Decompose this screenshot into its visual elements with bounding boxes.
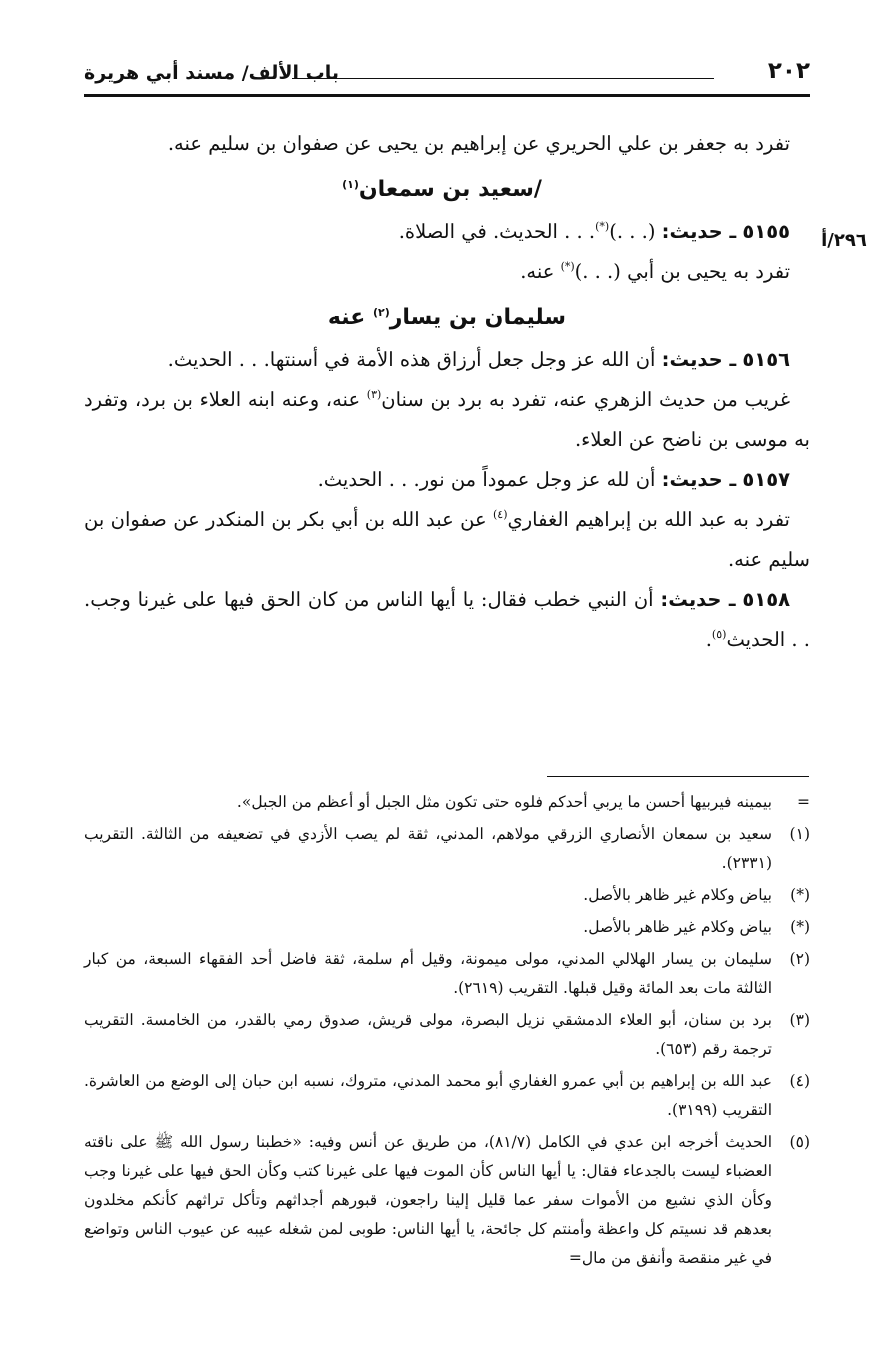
footnote-mark: (٢) <box>789 950 810 968</box>
footnote-star-2 <box>84 913 810 942</box>
main-text <box>84 124 810 660</box>
footnote-ref-4[interactable]: (٤) <box>492 508 508 521</box>
footnote-2 <box>84 945 810 1003</box>
hadith-number: ٥١٥٨ <box>742 588 790 611</box>
footnote-mark: (٤) <box>789 1072 810 1090</box>
hadith-label: ـ حديث: <box>661 348 737 371</box>
manuscript-folio-ref: ٢٩٦/أ <box>821 230 867 251</box>
running-header <box>84 58 810 92</box>
header-title: باب الألف/ مسند أبي هريرة <box>84 62 340 84</box>
hadith-label: ـ حديث: <box>661 468 737 491</box>
paragraph-tafarrud-2: تفرد به يحيى بن أبي (. . .)(*) عنه. <box>520 260 790 283</box>
footnote-continuation <box>84 788 810 817</box>
footnote-text: برد بن سنان، أبو العلاء الدمشقي نزيل البصرة، مولى قريش، صدوق رمي بالقدر، من الخامسة. التقريب ترجمة رقم (٦٥٣). <box>84 1011 772 1058</box>
hadith-entry-5158: ٥١٥٨ ـ حديث: أن النبي خطب فقال: يا أيها الناس من كان الحق فيها على غيرنا وجب. . . الحديث$^{(٥)}$. <box>84 588 810 651</box>
footnote-separator <box>547 776 809 777</box>
footnotes <box>84 788 810 1276</box>
footnote-5 <box>84 1128 810 1273</box>
footnote-mark: (*) <box>790 886 810 904</box>
footnote-mark: (٥) <box>789 1133 810 1151</box>
footnote-mark: (*) <box>790 918 810 936</box>
header-rule <box>84 94 810 97</box>
hadith-entry-5157: ٥١٥٧ ـ حديث: أن لله عز وجل عموداً من نور. . . الحديث. <box>317 468 790 491</box>
hadith-entry-5156: ٥١٥٦ ـ حديث: أن الله عز وجل جعل أرزاق هذه الأمة في أسنتها. . . الحديث. <box>167 348 790 371</box>
hadith-number: ٥١٥٥ <box>742 220 790 243</box>
footnote-ref-star[interactable]: (*) <box>595 220 610 233</box>
footnote-mark: (٣) <box>789 1011 810 1029</box>
footnote-ref-5[interactable]: (٥) <box>711 628 727 641</box>
footnote-text: سعيد بن سمعان الأنصاري الزرقي مولاهم، المدني، ثقة لم يصب الأزدي في تضعيفه من الثالثة. التقريب (٢٣٣١). <box>84 825 772 872</box>
footnote-ref-2[interactable]: (٢) <box>372 306 390 319</box>
footnote-text: الحديث أخرجه ابن عدي في الكامل (٨١/٧)، من طريق عن أنس وفيه: «خطبنا رسول الله ﷺ على ناقته العضباء ليست بالجدعاء فقال: يا أيها الناس كأن الموت فيها على غيرنا كتب وكأن الحق فيها على غيرنا وجب وكأن الذي نشيع من الأموات سفر عما قليل إلينا راجعون، قبورهم أجداثهم وتأكل تراثهم كأنكم مخلدون بعدهم قد نسيتم كل واعظة وأمنتم كل جائحة، يا أيها الناس: طوبى لمن شغله عيبه عن عيوب الناس وتواضع في غير منقصة وأنفق من مال= <box>84 1133 772 1267</box>
hadith-label: ـ حديث: <box>661 220 737 243</box>
footnote-text: بيمينه فيربيها أحسن ما يربي أحدكم فلوه حتى تكون مثل الجبل أو أعظم من الجبل». <box>236 793 772 811</box>
paragraph-gharib: غريب من حديث الزهري عنه، تفرد به برد بن سنان$^{(٣)}$ عنه، وعنه ابنه العلاء بن برد، وتفرد به موسى بن ناضح عن العلاء. <box>84 388 810 451</box>
header-divider <box>292 78 714 79</box>
hadith-number: ٥١٥٦ <box>742 348 790 371</box>
footnote-4 <box>84 1067 810 1125</box>
footnote-text: بياض وكلام غير ظاهر بالأصل. <box>583 918 772 936</box>
footnote-ref-3[interactable]: (٣) <box>366 388 382 401</box>
footnote-ref-1[interactable]: (١) <box>342 178 359 191</box>
hadith-entry-5155: ٥١٥٥ ـ حديث: (. . .)(*). . . الحديث. في الصلاة. <box>398 220 790 243</box>
section-heading-sulayman-ibn-yasar: سليمان بن يسار$^{(٢)}$ عنه <box>327 305 567 330</box>
paragraph-tafarrud-3: تفرد به عبد الله بن إبراهيم الغفاري$^{(٤)}$ عن عبد الله بن أبي بكر بن المنكدر عن صفوان بن سليم عنه. <box>84 508 810 571</box>
footnote-mark: (١) <box>789 825 810 843</box>
footnote-star-1 <box>84 881 810 910</box>
hadith-number: ٥١٥٧ <box>742 468 790 491</box>
footnote-3 <box>84 1006 810 1064</box>
footnote-mark: = <box>797 793 810 811</box>
footnote-text: سليمان بن يسار الهلالي المدني، مولى ميمونة، وقيل أم سلمة، ثقة فاضل أحد الفقهاء السبعة، من كبار الثالثة مات بعد المائة وقيل قبلها. التقريب (٢٦١٩). <box>84 950 772 997</box>
footnote-text: بياض وكلام غير ظاهر بالأصل. <box>583 886 772 904</box>
page-number: ٢٠٢ <box>767 58 810 84</box>
footnote-text: عبد الله بن إبراهيم بن أبي عمرو الغفاري أبو محمد المدني، متروك، نسبه ابن حبان إلى الوضع من العاشرة. التقريب (٣١٩٩). <box>84 1072 772 1119</box>
hadith-label: ـ حديث: <box>660 588 736 611</box>
section-heading-said-ibn-saman: /سعيد بن سمعان$^{(١)}$ <box>342 177 542 202</box>
footnote-ref-star[interactable]: (*) <box>560 260 575 273</box>
footnote-1 <box>84 820 810 878</box>
paragraph-tafarrud-1: تفرد به جعفر بن علي الحريري عن إبراهيم بن يحيى عن صفوان بن سليم عنه. <box>167 132 790 155</box>
